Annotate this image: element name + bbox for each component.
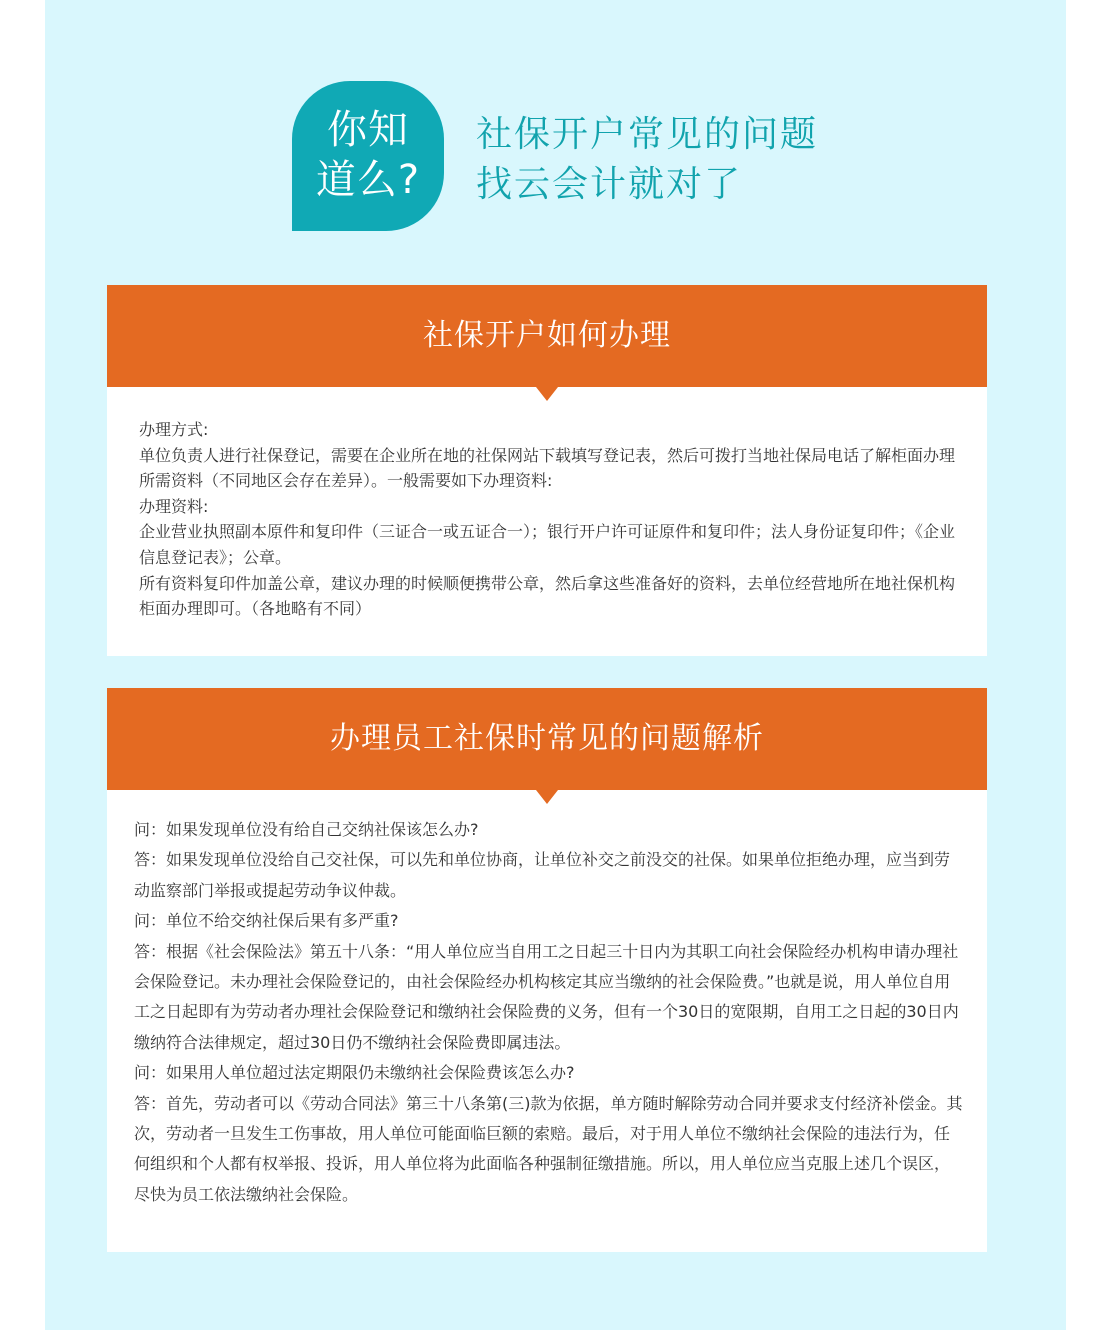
faq-question: 问：如果发现单位没有给自己交纳社保该怎么办? xyxy=(134,820,479,839)
bubble-line-2: 道么? xyxy=(315,157,421,203)
section-how-to-open-account xyxy=(107,285,987,656)
header-title-line-1: 社保开户常见的问题 xyxy=(476,114,819,155)
section-body xyxy=(107,790,987,1252)
section-header xyxy=(107,688,987,790)
header-title xyxy=(476,110,818,210)
question-bubble xyxy=(292,81,444,231)
page-header xyxy=(0,0,1110,260)
faq-question: 问：单位不给交纳社保后果有多严重? xyxy=(134,911,399,931)
paragraph: 所有资料复印件加盖公章，建议办理的时候顺便携带公章，然后拿这些准备好的资料，去单位经营地所在地社保机构柜面办理即可。（各地略有不同） xyxy=(139,573,956,619)
faq-question: 问：如果用人单位超过法定期限仍未缴纳社会保险费该怎么办? xyxy=(134,1063,575,1083)
section-title: 办理员工社保时常见的问题解析 xyxy=(330,721,764,756)
section-title: 社保开户如何办理 xyxy=(423,318,671,353)
header-title-line-2: 找云会计就对了 xyxy=(476,164,743,205)
paragraph: 办理资料: xyxy=(139,496,209,516)
section-header xyxy=(107,285,987,387)
section-header-arrow xyxy=(536,790,558,804)
faq-answer: 答：首先，劳动者可以《劳动合同法》第三十八条第(三)款为依据，单方随时解除劳动合同并要求支付经济补偿金。其次，劳动者一旦发生工伤事故，用人单位可能面临巨额的索赔。最后，对于用人单位不缴纳社会保险的违法行为，任何组织和个人都有权举报、投诉，用人单位将为此面临各种强制征缴措施。所以，用人单位应当克服上述几个误区，尽快为员工依法缴纳社会保险。 xyxy=(134,1093,963,1204)
paragraph: 企业营业执照副本原件和复印件（三证合一或五证合一）；银行开户许可证原件和复印件；法人身份证复印件；《企业信息登记表》；公章。 xyxy=(139,522,956,567)
paragraph: 办理方式: xyxy=(139,420,209,439)
paragraph: 单位负责人进行社保登记，需要在企业所在地的社保网站下载填写登记表，然后可拨打当地社保局电话了解柜面办理所需资料（不同地区会存在差异）。一般需要如下办理资料: xyxy=(139,445,956,491)
section-body xyxy=(107,387,987,656)
bubble-line-1: 你知 xyxy=(327,107,409,153)
section-faq xyxy=(107,688,987,1252)
section-header-arrow xyxy=(536,387,558,401)
faq-answer: 答：根据《社会保险法》第五十八条：“用人单位应当自用工之日起三十日内为其职工向社会保险经办机构申请办理社会保险登记。未办理社会保险登记的，由社会保险经办机构核定其应当缴纳的社会保险费。”也就是说，用人单位自用工之日起即有为劳动者办理社会保险登记和缴纳社会保险费的义务，但有一个30日的宽限期，自用工之日起的30日内缴纳符合法律规定，超过30日仍不缴纳社会保险费即属违法。 xyxy=(134,941,959,1052)
faq-answer: 答：如果发现单位没给自己交社保，可以先和单位协商，让单位补交之前没交的社保。如果单位拒绝办理，应当到劳动监察部门举报或提起劳动争议仲裁。 xyxy=(134,850,951,900)
